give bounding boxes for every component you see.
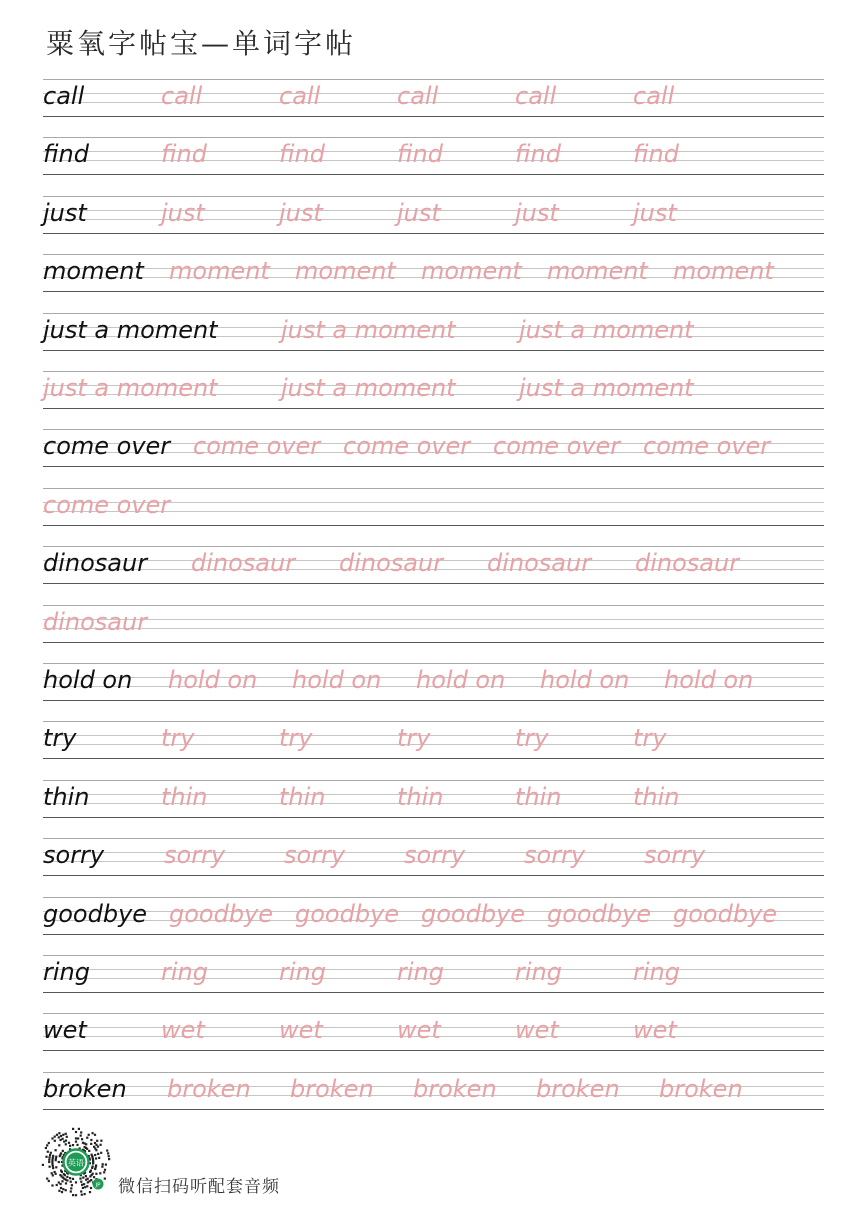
trace-word: sorry <box>284 841 346 869</box>
model-word: ring <box>43 958 90 986</box>
trace-word: ring <box>279 958 326 986</box>
trace-word: sorry <box>524 841 586 869</box>
qr-dot <box>98 1157 100 1159</box>
qr-dot <box>70 1190 72 1192</box>
qr-dot <box>48 1161 50 1163</box>
trace-word: just <box>515 199 559 227</box>
qr-dot <box>52 1165 54 1167</box>
qr-dot <box>75 1141 77 1143</box>
qr-dot <box>108 1155 110 1157</box>
guide-line <box>43 79 824 80</box>
trace-word: dinosaur <box>43 608 148 636</box>
qr-dot <box>87 1181 89 1183</box>
qr-dot <box>84 1193 86 1195</box>
qr-dot <box>65 1143 67 1145</box>
guide-line <box>43 628 824 629</box>
qr-dot <box>75 1131 77 1133</box>
trace-word: goodbye <box>295 900 400 928</box>
qr-dot <box>61 1191 63 1193</box>
guide-line <box>43 721 824 722</box>
guide-line <box>43 371 824 372</box>
footer-caption: 微信扫码听配套音频 <box>118 1177 280 1197</box>
qr-dot <box>94 1168 96 1170</box>
qr-dot <box>72 1128 74 1130</box>
qr-dot <box>45 1147 47 1149</box>
model-word: thin <box>43 783 90 811</box>
guide-line <box>43 429 824 430</box>
guide-line <box>43 605 824 606</box>
guide-line <box>43 488 824 489</box>
guide-line <box>43 583 824 584</box>
trace-word: try <box>279 724 313 752</box>
writing-row <box>43 897 824 935</box>
trace-word: hold on <box>664 666 754 694</box>
model-word: try <box>43 724 77 752</box>
trace-word: come over <box>643 432 771 460</box>
guide-line <box>43 758 824 759</box>
trace-word: broken <box>290 1075 374 1103</box>
qr-dot <box>55 1149 57 1151</box>
qr-dot <box>65 1189 67 1191</box>
badge-label: 英语 <box>68 1158 84 1168</box>
qr-dot <box>52 1157 54 1159</box>
writing-row <box>43 488 824 526</box>
guide-line <box>43 137 824 138</box>
trace-word: call <box>161 82 203 110</box>
qr-dot <box>54 1171 56 1173</box>
qr-dot <box>62 1150 64 1152</box>
qr-dot <box>80 1131 82 1133</box>
qr-dot <box>65 1182 67 1184</box>
guide-line <box>43 254 824 255</box>
model-word: goodbye <box>43 900 148 928</box>
writing-row <box>43 137 824 175</box>
guide-line <box>43 174 824 175</box>
qr-dot <box>60 1170 62 1172</box>
qr-dot <box>108 1158 110 1160</box>
trace-word: sorry <box>644 841 706 869</box>
trace-word: ring <box>633 958 680 986</box>
qr-dot <box>86 1137 88 1139</box>
writing-row <box>43 721 824 759</box>
writing-row <box>43 1013 824 1051</box>
qr-dot <box>65 1133 67 1135</box>
qr-dot <box>51 1172 53 1174</box>
trace-word: dinosaur <box>191 549 296 577</box>
trace-word: broken <box>536 1075 620 1103</box>
qr-dot <box>45 1156 47 1158</box>
qr-dot <box>48 1159 50 1161</box>
trace-word: ring <box>161 958 208 986</box>
qr-dot <box>104 1169 106 1171</box>
model-word: moment <box>43 257 144 285</box>
qr-dot <box>82 1177 84 1179</box>
qr-dot <box>89 1191 91 1193</box>
model-word: just a moment <box>43 316 218 344</box>
qr-dot <box>72 1144 74 1146</box>
trace-word: moment <box>421 257 522 285</box>
guide-line <box>43 1109 824 1110</box>
trace-word: moment <box>673 257 774 285</box>
qr-dot <box>81 1194 83 1196</box>
qr-dot <box>55 1156 57 1158</box>
badge-small-label: JP <box>95 1182 101 1189</box>
guide-line <box>43 875 824 876</box>
qr-dot <box>59 1174 61 1176</box>
writing-row <box>43 371 824 409</box>
guide-line <box>43 1072 824 1073</box>
qr-dot <box>92 1132 94 1134</box>
qr-dot <box>81 1138 83 1140</box>
qr-dot <box>85 1175 87 1177</box>
trace-word: thin <box>161 783 208 811</box>
trace-word: wet <box>161 1016 205 1044</box>
writing-row <box>43 313 824 351</box>
guide-line <box>43 1013 824 1014</box>
qr-dot <box>63 1173 65 1175</box>
trace-word: just a moment <box>43 374 218 402</box>
trace-word: thin <box>397 783 444 811</box>
page-title: 粟氧字帖宝—单词字帖 <box>46 27 357 60</box>
qr-dot <box>51 1163 53 1165</box>
model-word: wet <box>43 1016 87 1044</box>
qr-dot <box>85 1179 87 1181</box>
qr-dot <box>90 1187 92 1189</box>
trace-word: hold on <box>540 666 630 694</box>
qr-dot <box>48 1142 50 1144</box>
qr-dot <box>46 1178 48 1180</box>
qr-dot <box>61 1180 63 1182</box>
qr-dot <box>58 1132 60 1134</box>
trace-word: just <box>161 199 205 227</box>
qr-dot <box>86 1185 88 1187</box>
guide-line <box>43 663 824 664</box>
qr-dot <box>75 1181 77 1183</box>
trace-word: thin <box>279 783 326 811</box>
guide-line <box>43 408 824 409</box>
qr-dot <box>95 1173 97 1175</box>
qr-dot <box>49 1154 51 1156</box>
writing-row <box>43 605 824 643</box>
qr-dot <box>83 1183 85 1185</box>
qr-dot <box>93 1176 95 1178</box>
audio-footer <box>40 1126 440 1198</box>
guide-line <box>43 642 824 643</box>
writing-row <box>43 780 824 818</box>
trace-word: moment <box>547 257 648 285</box>
qr-dot <box>62 1134 64 1136</box>
trace-word: just a moment <box>519 316 694 344</box>
qr-dot <box>105 1164 107 1166</box>
guide-line <box>43 992 824 993</box>
qr-dot <box>80 1135 82 1137</box>
guide-line <box>43 116 824 117</box>
qr-dot <box>95 1149 97 1151</box>
guide-line <box>43 897 824 898</box>
qr-dot <box>66 1176 68 1178</box>
qr-dot <box>89 1175 91 1177</box>
guide-line <box>43 546 824 547</box>
qr-dot <box>94 1134 96 1136</box>
qr-dot <box>97 1146 99 1148</box>
guide-line <box>43 955 824 956</box>
qr-dot <box>81 1184 83 1186</box>
guide-line <box>43 350 824 351</box>
writing-row <box>43 546 824 584</box>
qr-dot <box>96 1140 98 1142</box>
qr-code-icon[interactable] <box>40 1126 112 1198</box>
trace-word: just <box>633 199 677 227</box>
qr-dot <box>82 1187 84 1189</box>
model-word: broken <box>43 1075 127 1103</box>
qr-dot <box>70 1187 72 1189</box>
trace-word: goodbye <box>169 900 274 928</box>
qr-dot <box>52 1155 54 1157</box>
model-word: dinosaur <box>43 549 148 577</box>
trace-word: find <box>161 140 207 168</box>
qr-dot <box>104 1178 106 1180</box>
qr-dot <box>71 1184 73 1186</box>
trace-word: hold on <box>168 666 258 694</box>
trace-word: broken <box>167 1075 251 1103</box>
qr-dot <box>80 1181 82 1183</box>
qr-dot <box>51 1137 53 1139</box>
qr-dot <box>58 1136 60 1138</box>
model-word: call <box>43 82 85 110</box>
trace-word: hold on <box>292 666 382 694</box>
qr-dot <box>69 1177 71 1179</box>
trace-word: try <box>515 724 549 752</box>
trace-word: wet <box>279 1016 323 1044</box>
qr-dot <box>58 1144 60 1146</box>
qr-dot <box>99 1172 101 1174</box>
qr-dot <box>88 1150 90 1152</box>
trace-word: goodbye <box>547 900 652 928</box>
qr-dot <box>68 1142 70 1144</box>
qr-dot <box>60 1187 62 1189</box>
writing-row <box>43 79 824 117</box>
trace-word: just a moment <box>281 316 456 344</box>
qr-dot <box>89 1171 91 1173</box>
trace-word: just a moment <box>519 374 694 402</box>
qr-dot <box>106 1150 108 1152</box>
trace-word: try <box>161 724 195 752</box>
qr-dot <box>49 1156 51 1158</box>
trace-word: find <box>633 140 679 168</box>
writing-row <box>43 1072 824 1110</box>
trace-word: broken <box>659 1075 743 1103</box>
qr-dot <box>60 1135 62 1137</box>
trace-word: come over <box>193 432 321 460</box>
qr-dot <box>60 1139 62 1141</box>
writing-row <box>43 838 824 876</box>
qr-dot <box>100 1152 102 1154</box>
trace-word: ring <box>515 958 562 986</box>
trace-word: come over <box>343 432 471 460</box>
guide-line <box>43 525 824 526</box>
qr-dot <box>100 1144 102 1146</box>
qr-dot <box>72 1178 74 1180</box>
qr-dot <box>91 1167 93 1169</box>
trace-word: just a moment <box>281 374 456 402</box>
qr-dot <box>100 1140 102 1142</box>
qr-dot <box>95 1157 97 1159</box>
qr-dot <box>51 1161 53 1163</box>
qr-dot <box>42 1164 44 1166</box>
trace-word: just <box>397 199 441 227</box>
qr-dot <box>51 1159 53 1161</box>
guide-line <box>43 466 824 467</box>
qr-dot <box>75 1194 77 1196</box>
qr-dot <box>46 1144 48 1146</box>
qr-dot <box>97 1153 99 1155</box>
writing-row <box>43 429 824 467</box>
qr-dot <box>54 1136 56 1138</box>
qr-dot <box>49 1166 51 1168</box>
trace-word: find <box>279 140 325 168</box>
trace-word: come over <box>43 491 171 519</box>
trace-word: call <box>633 82 675 110</box>
trace-word: goodbye <box>673 900 778 928</box>
qr-dot <box>103 1171 105 1173</box>
qr-dot <box>90 1139 92 1141</box>
qr-dot <box>79 1178 81 1180</box>
trace-word: call <box>279 82 321 110</box>
qr-dot <box>69 1145 71 1147</box>
trace-word: wet <box>397 1016 441 1044</box>
qr-dot <box>56 1134 58 1136</box>
guide-line <box>43 291 824 292</box>
qr-dot <box>85 1143 87 1145</box>
trace-word: dinosaur <box>339 549 444 577</box>
qr-dot <box>50 1152 52 1154</box>
model-word: come over <box>43 432 171 460</box>
qr-dot <box>75 1137 77 1139</box>
qr-dot <box>78 1128 80 1130</box>
trace-word: call <box>397 82 439 110</box>
trace-word: broken <box>413 1075 497 1103</box>
guide-line <box>43 1050 824 1051</box>
trace-word: thin <box>633 783 680 811</box>
trace-word: call <box>515 82 557 110</box>
qr-dot <box>80 1190 82 1192</box>
model-word: sorry <box>43 841 105 869</box>
guide-line <box>43 619 824 620</box>
qr-dot <box>54 1140 56 1142</box>
model-word: find <box>43 140 89 168</box>
guide-line <box>43 817 824 818</box>
guide-line <box>43 233 824 234</box>
qr-dot <box>88 1134 90 1136</box>
qr-dot <box>72 1194 74 1196</box>
trace-word: thin <box>515 783 562 811</box>
trace-word: moment <box>295 257 396 285</box>
qr-dot <box>58 1161 60 1163</box>
trace-word: moment <box>169 257 270 285</box>
trace-word: try <box>397 724 431 752</box>
qr-dot <box>107 1152 109 1154</box>
writing-row <box>43 663 824 701</box>
guide-line <box>43 780 824 781</box>
trace-word: wet <box>515 1016 559 1044</box>
qr-dot <box>84 1186 86 1188</box>
model-word: hold on <box>43 666 133 694</box>
qr-dot <box>51 1184 53 1186</box>
qr-dot <box>58 1181 60 1183</box>
qr-dot <box>52 1167 54 1169</box>
qr-dot <box>48 1180 50 1182</box>
trace-word: find <box>515 140 561 168</box>
qr-dot <box>58 1190 60 1192</box>
qr-dot <box>66 1136 68 1138</box>
model-word: just <box>43 199 87 227</box>
guide-line <box>43 700 824 701</box>
qr-dot <box>47 1151 49 1153</box>
qr-dot <box>101 1166 103 1168</box>
qr-dot <box>102 1163 104 1165</box>
trace-word: ring <box>397 958 444 986</box>
qr-dot <box>62 1188 64 1190</box>
qr-dot <box>62 1138 64 1140</box>
trace-word: just <box>279 199 323 227</box>
qr-dot <box>86 1148 88 1150</box>
qr-dot <box>92 1162 94 1164</box>
qr-dot <box>70 1181 72 1183</box>
trace-word: sorry <box>164 841 226 869</box>
qr-dot <box>77 1137 79 1139</box>
guide-line <box>43 196 824 197</box>
qr-dot <box>60 1152 62 1154</box>
guide-line <box>43 838 824 839</box>
qr-dot <box>76 1144 78 1146</box>
qr-dot <box>56 1184 58 1186</box>
trace-word: come over <box>493 432 621 460</box>
qr-dot <box>94 1154 96 1156</box>
qr-dot <box>65 1140 67 1142</box>
qr-dot <box>92 1159 94 1161</box>
trace-word: find <box>397 140 443 168</box>
qr-dot <box>52 1174 54 1176</box>
trace-word: goodbye <box>421 900 526 928</box>
trace-word: dinosaur <box>487 549 592 577</box>
guide-line <box>43 313 824 314</box>
writing-row <box>43 254 824 292</box>
trace-word: wet <box>633 1016 677 1044</box>
trace-word: dinosaur <box>635 549 740 577</box>
writing-row <box>43 955 824 993</box>
trace-word: try <box>633 724 667 752</box>
qr-dot <box>55 1166 57 1168</box>
trace-word: sorry <box>404 841 466 869</box>
writing-row <box>43 196 824 234</box>
trace-word: hold on <box>416 666 506 694</box>
qr-dot <box>90 1143 92 1145</box>
guide-line <box>43 934 824 935</box>
